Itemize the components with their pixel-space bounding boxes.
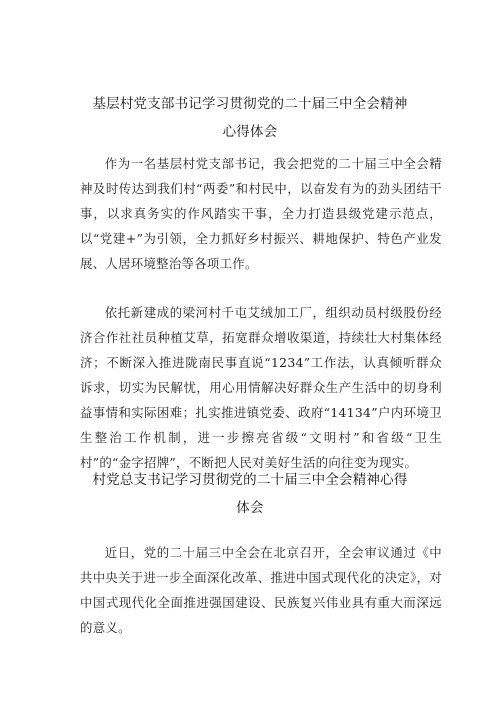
article-1-paragraph-2: 依托新建成的梁河村千屯艾绒加工厂，组织动员村级股份经济合作社社员种植艾草，拓宽群众增收渠道，持续壮大村集体经济；不断深入推进陇南民事直说“1234”工作法，认真倾听群众诉求，切实为民解忧，用心用情解决好群众生产生活中的切身利益事情和实际困难；扎实推进镇党委、政府“14134”户内环境卫生整治工作机制，进一步擦亮省级“文明村”和省级“卫生村”的“金字招牌”，不断把人民对美好生活的向往变为现实。 (80, 305, 442, 470)
article-2-title-line-1: 村党总支书记学习贯彻党的二十届三中全会精神心得 (92, 472, 408, 488)
article-2-title-line-2: 体会 (236, 500, 264, 516)
article-1-title-line-1: 基层村党支部书记学习贯彻党的二十届三中全会精神 (92, 96, 408, 112)
article-2-paragraph-1: 近日，党的二十届三中全会在北京召开，全会审议通过《中共中央关于进一步全面深化改革、推进中国式现代化的决定》，对中国式现代化全面推进强国建设、民族复兴伟业具有重大而深远的意义。 (80, 545, 442, 635)
article-1-paragraph-1: 作为一名基层村党支部书记，我会把党的二十届三中全会精神及时传达到我们村“两委”和村民中，以奋发有为的劲头团结干事，以求真务实的作风踏实干事，全力打造县级党建示范点，以“党建+”为引领，全力抓好乡村振兴、耕地保护、特色产业发展、人居环境整治等各项工作。 (80, 156, 442, 271)
article-1-title-line-2: 心得体会 (222, 124, 278, 140)
article-2-title (60, 466, 440, 522)
article-1-title (60, 90, 440, 146)
